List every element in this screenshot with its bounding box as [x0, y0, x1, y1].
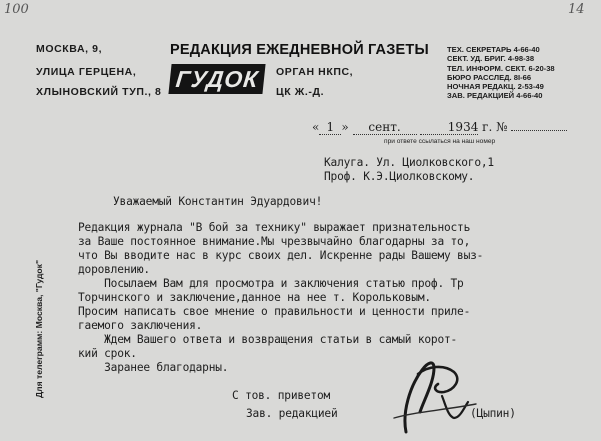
reply-reference-note: при ответе ссылаться на наш номер	[384, 138, 496, 145]
phone-entry: ТЕХ. СЕКРЕТАРЬ 4-66-40	[447, 45, 540, 54]
organ-line-1: ОРГАН НКПС,	[276, 66, 354, 78]
address-line-1: МОСКВА, 9,	[36, 43, 103, 55]
date-day: 1	[319, 120, 341, 135]
body-line: Заранее благодарны.	[78, 361, 229, 374]
organ-line-2: ЦК Ж.-Д.	[276, 86, 325, 98]
date-year-suffix: г.	[482, 120, 493, 134]
number-field	[511, 130, 567, 131]
body-line: Торчинского и заключение,данное на нее т. Корольковым.	[78, 291, 431, 304]
salutation: Уважаемый Константин Эдуардович!	[113, 195, 323, 208]
closing-title: Зав. редакцией	[246, 407, 338, 420]
closing-name: (Цыпин)	[470, 407, 516, 420]
phone-entry: СЕКТ. УД. БРИГ. 4-98-38	[447, 54, 535, 64]
body-line: Ждем Вашего ответа и возвращения статьи в самый корот-	[78, 333, 458, 346]
body-line: что Вы вводите нас в курс своих дел. Искренне рады Вашему выз-	[78, 249, 484, 262]
closing-greeting: С тов. приветом	[232, 389, 331, 402]
recipient-line-2: Проф. К.Э.Циолковскому.	[324, 170, 475, 183]
body-line: Посылаем Вам для просмотра и заключения статью проф. Тр	[78, 277, 464, 290]
body-line: Просим написать свое мнение о правильности и ценности приле-	[78, 305, 471, 318]
signature-image	[384, 352, 480, 438]
body-line: гаемого заключения.	[78, 319, 203, 332]
body-line: доровлению.	[78, 263, 150, 276]
phone-entry: ЗАВ. РЕДАКЦИЕЙ 4-66-40	[447, 91, 543, 101]
newspaper-logo: ГУДОК	[168, 64, 266, 94]
margin-note-right: 14	[568, 2, 585, 17]
date-month: сент.	[353, 120, 417, 135]
phone-entry: НОЧНАЯ РЕДАКЦ. 2-53-49	[447, 82, 544, 92]
address-line-3: ХЛЫНОВСКИЙ ТУП., 8	[36, 86, 162, 98]
number-label: №	[496, 120, 508, 134]
margin-note-left: 100	[4, 2, 29, 17]
body-line: Редакция журнала "В бой за технику" выражает признательность	[78, 221, 471, 234]
date-year: 1934	[420, 120, 478, 135]
phone-entry: БЮРО РАССЛЕД. 8I-66	[447, 72, 532, 82]
phone-list	[447, 45, 555, 101]
body-line: кий срок.	[78, 347, 137, 360]
recipient-line-1: Калуга. Ул. Циолковского,1	[324, 156, 494, 169]
body-line: за Ваше постоянное внимание.Мы чрезвычайно благодарны за то,	[78, 235, 471, 248]
address-line-2: УЛИЦА ГЕРЦЕНА,	[36, 66, 137, 78]
phone-entry: ТЕЛ. ИНФОРМ. СЕКТ. 6-20-38	[447, 63, 555, 73]
dateline: « 1 » сент. 1934 г. №	[312, 120, 567, 135]
telegram-address: Для телеграмм: Москва, "Гудок"	[34, 259, 44, 398]
letterhead-title: РЕДАКЦИЯ ЕЖЕДНЕВНОЙ ГАЗЕТЫ	[170, 42, 429, 58]
